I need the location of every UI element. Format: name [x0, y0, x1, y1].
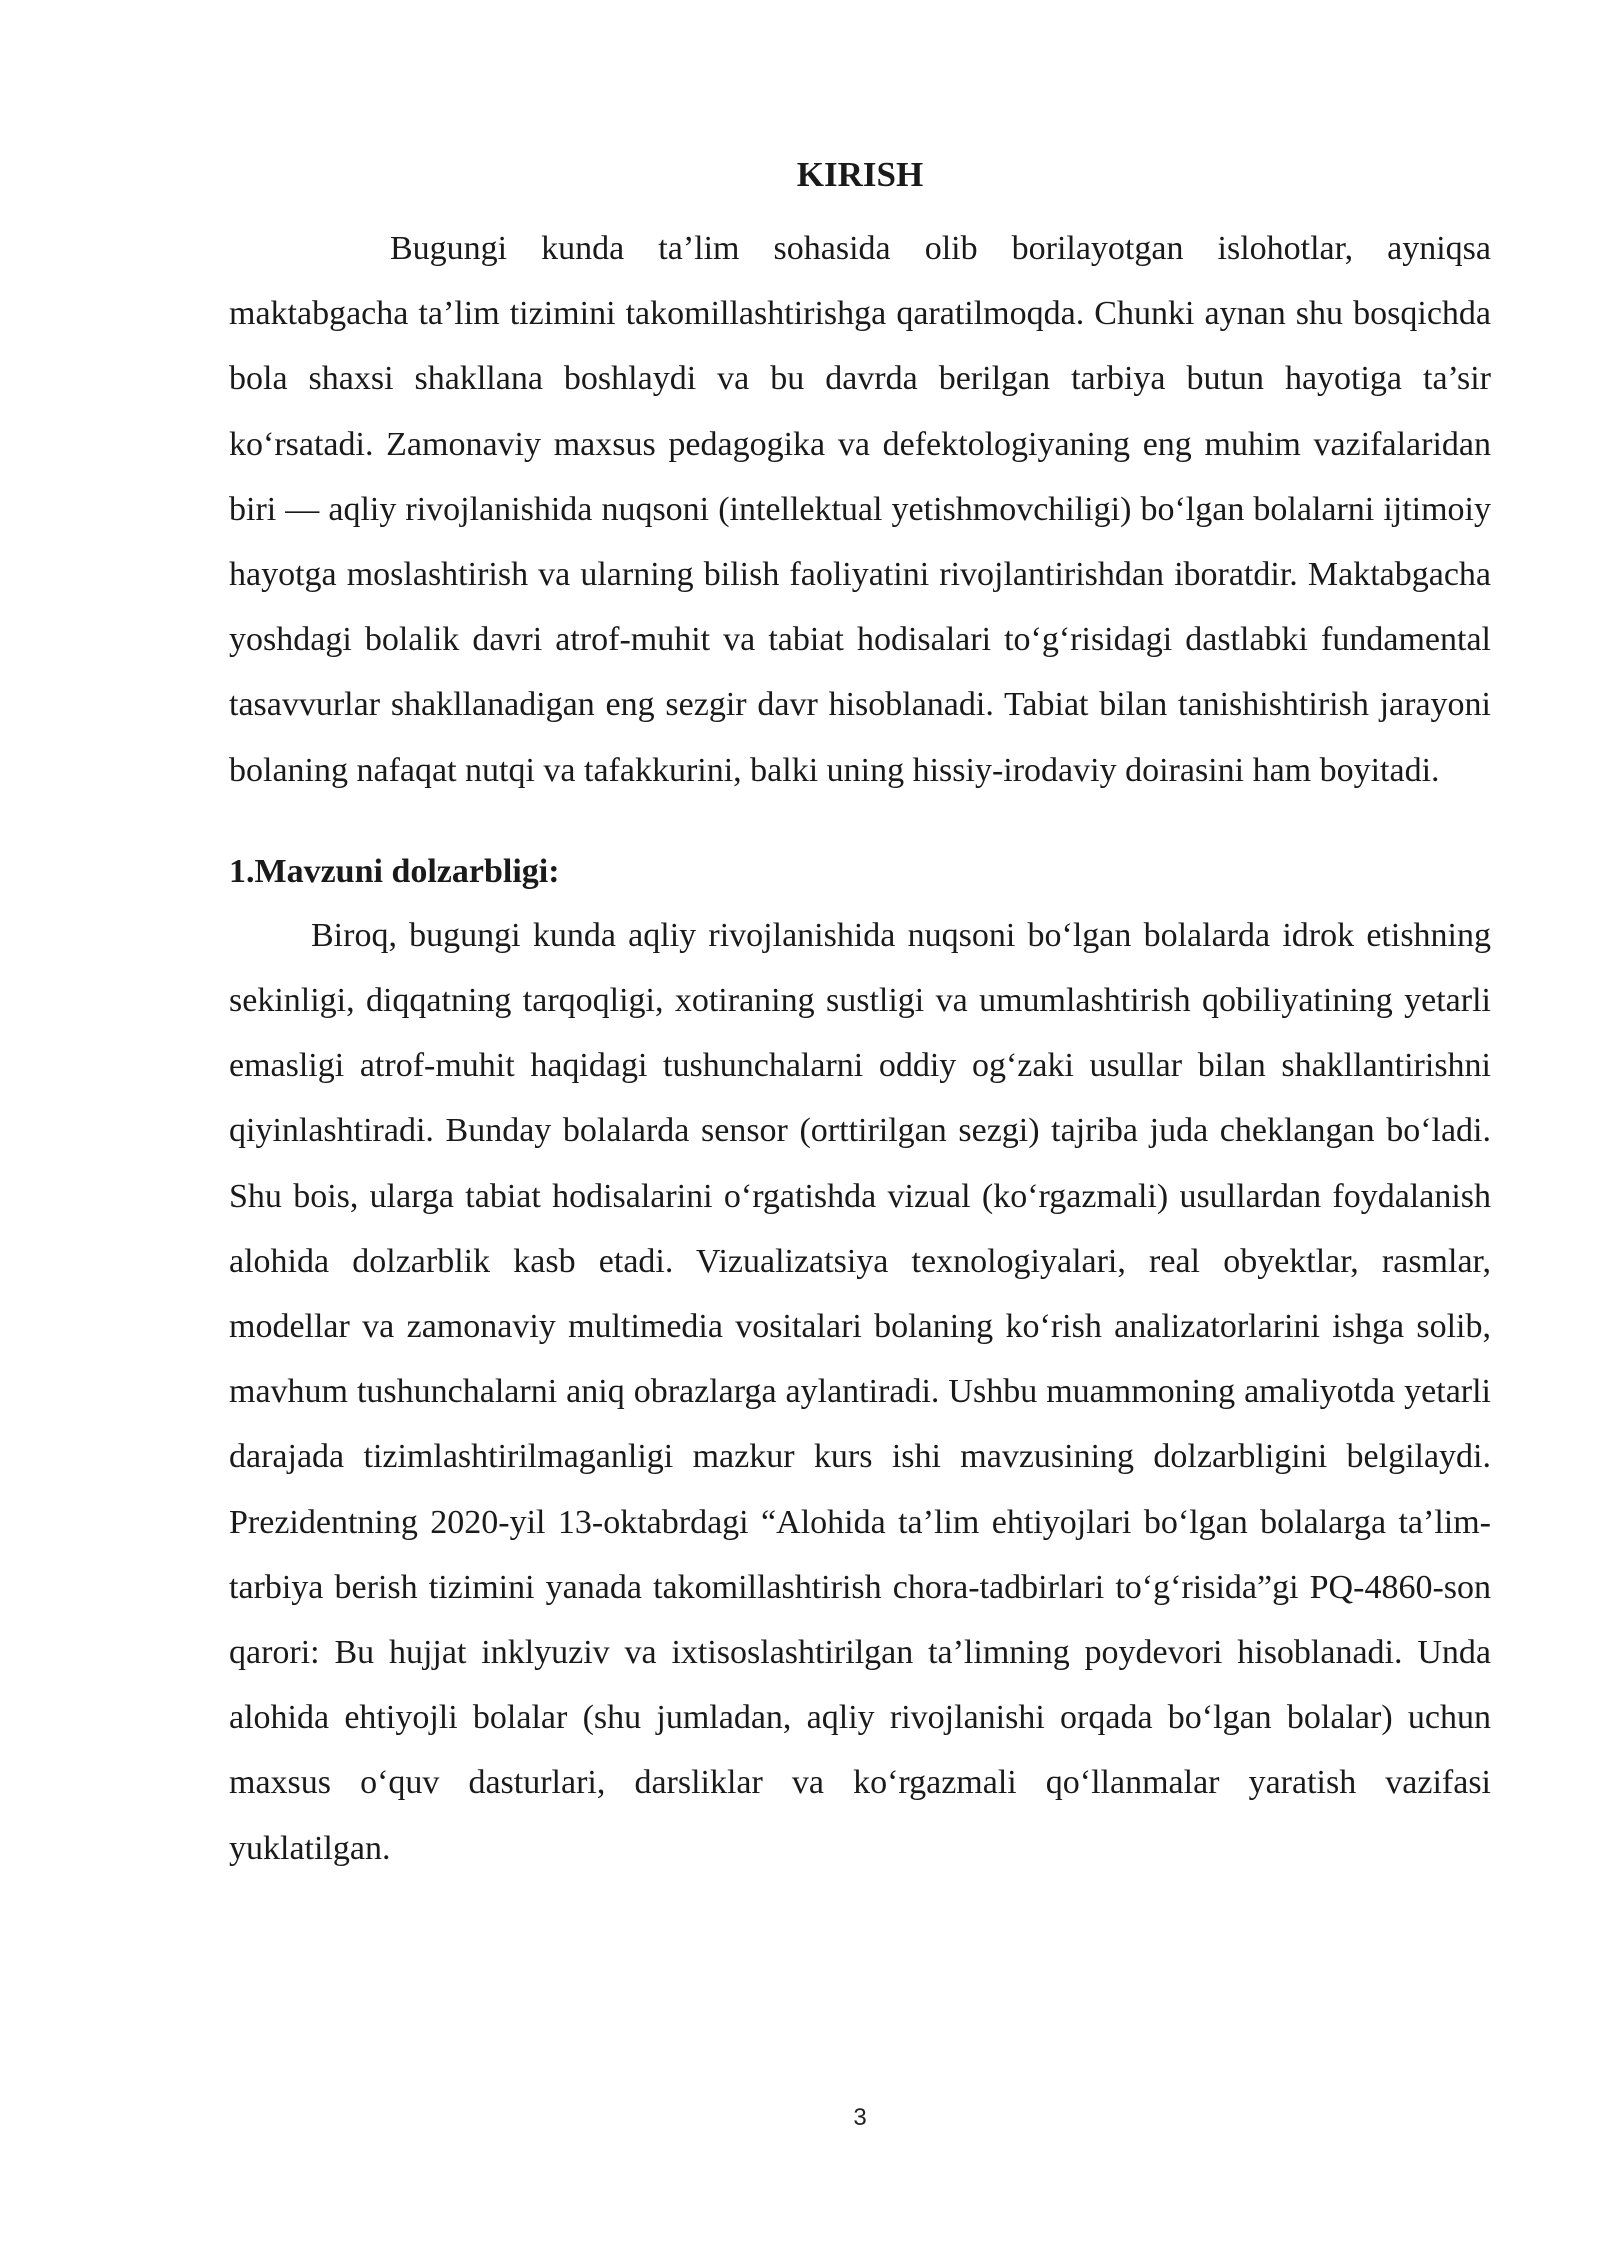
page-number: 3 — [853, 2104, 867, 2131]
section-paragraph: Biroq, bugungi kunda aqliy rivojlanishida nuqsoni bo‘lgan bolalarda idrok etishning sekinligi, diqqatning tarqoqligi, xotiraning sustligi va umumlashtirish qobiliyatining yetarli emasligi atrof-muhit haqidagi tushunchalarni oddiy og‘zaki usullar bilan shakllantirishni qiyinlashtiradi. Bunday bolalarda sensor (orttirilgan sezgi) tajriba juda cheklangan bo‘ladi. Shu bois, ularga tabiat hodisalarini o‘rgatishda vizual (ko‘rgazmali) usullardan foydalanish alohida dolzarblik kasb etadi. Vizualizatsiya texnologiyalari, real obyektlar, rasmlar, modellar va zamonaviy multimedia vositalari bolaning ko‘rish analizatorlarini ishga solib, mavhum tushunchalarni aniq obrazlarga aylantiradi. Ushbu muammoning amaliyotda yetarli darajada tizimlashtirilmaganligi mazkur kurs ishi mavzusining dolzarbligini belgilaydi. Prezidentning 2020-yil 13-oktabrdagi “Alohida ta’lim ehtiyojlari bo‘lgan bolalarga ta’lim-tarbiya berish tizimini yanada takomillashtirish chora-tadbirlari to‘g‘risida”gi PQ-4860-son qarori: Bu hujjat inklyuziv va ixtisoslashtirilgan ta’limning poydevori hisoblanadi. Unda alohida ehtiyojli bolalar (shu jumladan, aqliy rivojlanishi orqada bo‘lgan bolalar) uchun maxsus o‘quv dasturlari, darsliklar va ko‘rgazmali qo‘llanmalar yaratish vazifasi yuklatilgan. — [229, 916, 1491, 1867]
page-content — [229, 150, 1491, 1881]
section-heading: 1.Mavzuni dolzarbligi: — [229, 852, 560, 890]
page-title: KIRISH — [796, 155, 924, 194]
intro-paragraph: Bugungi kunda ta’lim sohasida olib borilayotgan islohotlar, ayniqsa maktabgacha ta’lim tizimini takomillashtirishga qaratilmoqda. Chunki aynan shu bosqichda bola shaxsi shakllana boshlaydi va bu davrda berilgan tarbiya butun hayotiga ta’sir ko‘rsatadi. Zamonaviy maxsus pedagogika va defektologiyaning eng muhim vazifalaridan biri — aqliy rivojlanishida nuqsoni (intellektual yetishmovchiligi) bo‘lgan bolalarni ijtimoiy hayotga moslashtirish va ularning bilish faoliyatini rivojlantirishdan iboratdir. Maktabgacha yoshdagi bolalik davri atrof-muhit va tabiat hodisalari to‘g‘risidagi dastlabki fundamental tasavvurlar shakllanadigan eng sezgir davr hisoblanadi. Tabiat bilan tanishishtirish jarayoni bolaning nafaqat nutqi va tafakkurini, balki uning hissiy-irodaviy doirasini ham boyitadi. — [229, 230, 1491, 789]
